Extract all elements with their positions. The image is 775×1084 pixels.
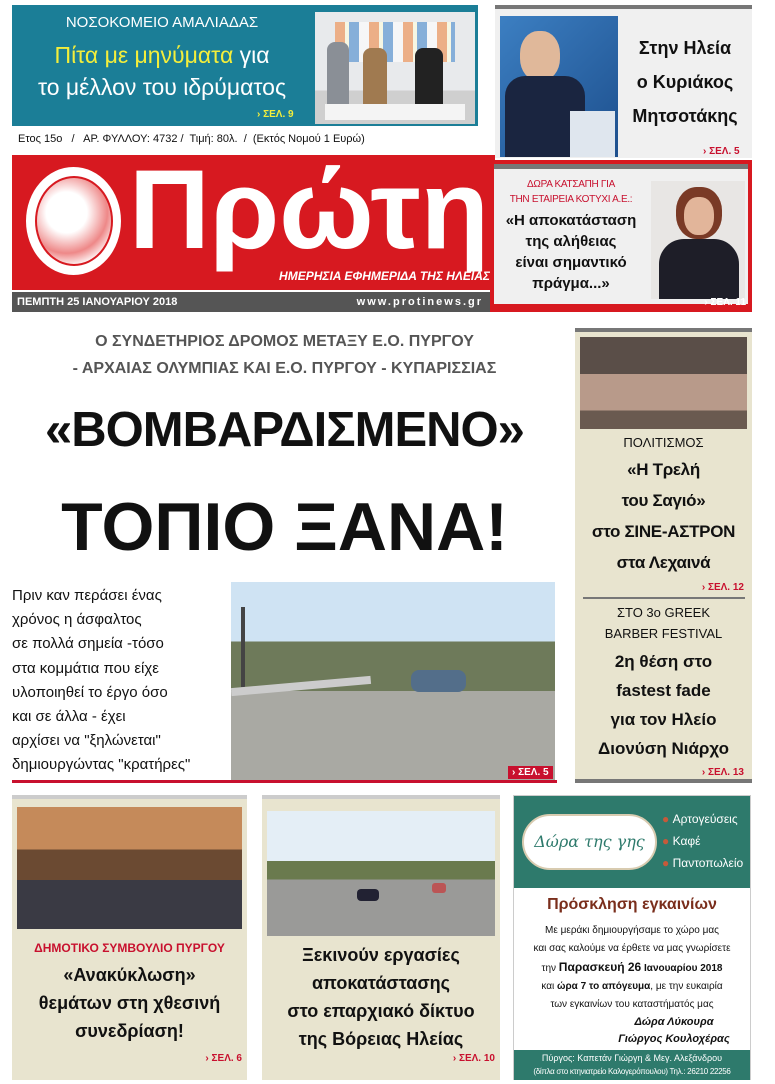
body-line: στα κομμάτια που είχε (12, 659, 159, 677)
mitsotakis-photo (500, 16, 618, 157)
page-ref[interactable]: › ΣΕΛ. 11 (704, 297, 746, 308)
main-headline-2[interactable]: ΤΟΠΙΟ ΞΑΝΑ! (61, 489, 508, 565)
bottom-story-1[interactable] (12, 795, 247, 1080)
headline-line: Ξεκινούν εργασίες (302, 945, 460, 965)
headline-line: Μητσοτάκης (632, 106, 738, 126)
ad-service: Παντοπωλείο (672, 856, 744, 870)
newspaper-title: Πρώτη (128, 147, 490, 272)
ad-signer: Γιώργος Κουλοχέρας (618, 1033, 730, 1045)
kicker: ΣΤΟ 3ο GREEK (616, 605, 711, 620)
headline-part: για (233, 42, 270, 68)
masthead (12, 147, 495, 290)
ad-signer: Δώρα Λύκουρα (634, 1016, 714, 1028)
page-ref[interactable]: › ΣΕΛ. 5 (508, 766, 553, 779)
headline-line: ο Κυριάκος (636, 72, 734, 92)
newspaper-subtitle: ΗΜΕΡΗΣΙΑ ΕΦΗΜΕΡΙΔΑ ΤΗΣ ΗΛΕΙΑΣ (279, 269, 490, 283)
headline-line: 2η θέση στο (614, 652, 713, 671)
headline-line: θεμάτων στη χθεσινή (38, 993, 221, 1013)
council-photo (17, 807, 242, 929)
quote-line: πράγμα...» (532, 275, 610, 292)
issue-info: Ετος 15ο / ΑΡ. ΦΥΛΛΟΥ: 4732 / Τιμή: 80λ. / (Εκτός Νομού 1 Ευρώ) (18, 133, 365, 145)
kicker: ΤΗΝ ΕΤΑΙΡΕΙΑ ΚΟΤΥΧΙ Α.Ε.: (509, 194, 633, 205)
headline-line: στο επαρχιακό δίκτυο (287, 1001, 475, 1021)
body-line: χρόνος η άσφαλτος (12, 611, 142, 629)
headline-line: στα Λεχαινά (616, 553, 711, 572)
ad-text: ώρα 7 το απόγευμα (557, 981, 651, 992)
body-line: και σε άλλα - έχει (12, 708, 126, 726)
ad-title: Πρόσκληση εγκαινίων (547, 896, 717, 913)
hospital-photo (315, 12, 475, 124)
top-right-story[interactable] (495, 5, 752, 158)
page-ref[interactable]: › ΣΕΛ. 12 (701, 582, 744, 593)
divider (12, 780, 557, 783)
body-line: υλοποιηθεί το έργο όσο (12, 683, 168, 701)
body-line: Πριν καν περάσει ένας (12, 587, 162, 604)
road-works-photo (267, 811, 495, 936)
main-headline[interactable]: «ΒΟΜΒΑΡΔΙΣΜΕΝΟ» (45, 403, 524, 457)
body-line: σε πολλά σημεία -τόσο (12, 635, 164, 653)
top-left-story[interactable] (12, 5, 478, 126)
ad-text: των εγκαινίων του καταστήματός μας (550, 999, 714, 1010)
page-ref[interactable]: › ΣΕΛ. 5 (703, 146, 740, 157)
headline-line: «Ανακύκλωση» (63, 965, 196, 985)
kicker: ΠΟΛΙΤΙΣΜΟΣ (623, 435, 704, 450)
issue-date: ΠΕΜΠΤΗ 25 ΙΑΝΟΥΑΡΙΟΥ 2018 (17, 296, 178, 308)
headline-line2: το μέλλον του ιδρύματος (37, 74, 287, 100)
website-link[interactable]: www.protinews.gr (356, 296, 483, 308)
ad-text: και (541, 981, 558, 992)
kicker: BARBER FESTIVAL (604, 626, 723, 641)
advertisement[interactable]: Δώρα της γης ● Αρτογεύσεις ● Καφέ ● Παντοπωλείο Πρόσκληση εγκαινίων Με μεράκι δημιουργήσαμε το χώρο μας και σας καλούμε να έρθετε να μας γνωρίσετε την Παρασκευή 26 Ιανουαρίου 2018 και ώρα 7 το απόγευμα, με την ευκαιρία των εγκαινίων του καταστήματός μας Δώρα Λύκουρα Γιώργος Κουλοχέρας Πύργος: Καπετάν Γιώργη & Μεγ. Αλεξάνδρου (δίπλα στο κτηνιατρείο Καλογερόπουλου) Τηλ.: 26210 22256 (513, 795, 751, 1080)
body-line: δημιουργώντας "κρατήρες" (12, 756, 191, 774)
bottom-story-2[interactable] (262, 795, 500, 1080)
ad-text: Παρασκευή 26 (558, 960, 642, 974)
ad-address: (δίπλα στο κτηνιατρείο Καλογερόπουλου) Τηλ.: 26210 22256 (533, 1067, 731, 1076)
body-line: αρχίσει να "ξηλώνεται" (12, 732, 161, 750)
ad-text: Ιανουαρίου 2018 (641, 963, 723, 974)
main-kicker: - ΑΡΧΑΙΑΣ ΟΛΥΜΠΙΑΣ ΚΑΙ Ε.Ο. ΠΥΡΓΟΥ - ΚΥΠΑΡΙΣΣΙΑΣ (72, 360, 497, 377)
page-ref[interactable]: › ΣΕΛ. 10 (452, 1053, 495, 1064)
headline-line: στο ΣΙΝΕ-ΑΣΤΡΟΝ (591, 522, 736, 541)
ad-text: , με την ευκαιρία (650, 981, 723, 992)
page-ref[interactable]: › ΣΕΛ. 6 (205, 1053, 242, 1064)
headline-line: Στην Ηλεία (638, 38, 732, 58)
katsapi-photo (651, 181, 745, 299)
date-bar (12, 292, 495, 312)
headline-line: «Η Τρελή (627, 460, 700, 479)
headline-line: fastest fade (616, 681, 711, 700)
quote-line: «Η αποκατάσταση (505, 212, 637, 229)
road-photo (231, 582, 555, 780)
side-column (575, 328, 752, 783)
kicker: ΔΗΜΟΤΙΚΟ ΣΥΜΒΟΥΛΙΟ ΠΥΡΓΟΥ (34, 941, 225, 955)
kicker: ΔΩΡΑ ΚΑΤΣΑΠΗ ΓΙΑ (527, 179, 615, 190)
headline-line: αποκατάστασης (311, 973, 451, 993)
headline-line: Διονύση Νιάρχο (598, 739, 729, 758)
headline-line: για τον Ηλείο (610, 710, 717, 729)
ad-text: και σας καλούμε να έρθετε να μας γνωρίσετε (533, 943, 731, 954)
page-ref[interactable]: › ΣΕΛ. 9 (257, 109, 294, 120)
kicker: ΝΟΣΟΚΟΜΕΙΟ ΑΜΑΛΙΑΔΑΣ (65, 14, 259, 31)
coin-logo (26, 167, 121, 275)
main-body (12, 584, 227, 778)
page-ref[interactable]: › ΣΕΛ. 13 (701, 767, 744, 778)
headline-line: συνεδρίαση! (75, 1021, 184, 1041)
ad-service: Καφέ (672, 834, 701, 848)
quote-story[interactable] (490, 160, 752, 312)
ad-service: Αρτογεύσεις (672, 812, 738, 826)
headline-line: του Σαγιό» (621, 491, 706, 510)
ad-address: Πύργος: Καπετάν Γιώργη & Μεγ. Αλεξάνδρου (541, 1053, 723, 1063)
ad-logo: Δώρα της γης (522, 814, 657, 870)
ad-text: Με μεράκι δημιουργήσαμε το χώρο μας (545, 925, 719, 936)
headline-line: της Βόρειας Ηλείας (298, 1029, 464, 1049)
theatre-photo (580, 337, 747, 429)
main-kicker: Ο ΣΥΝΔΕΤΗΡΙΟΣ ΔΡΟΜΟΣ ΜΕΤΑΞΥ Ε.Ο. ΠΥΡΓΟΥ (95, 333, 474, 350)
headline-highlight: Πίτα με μηνύματα (54, 42, 234, 68)
quote-line: της αλήθειας (525, 233, 617, 250)
quote-line: είναι σημαντικό (515, 254, 627, 271)
ad-text: την (541, 963, 559, 974)
